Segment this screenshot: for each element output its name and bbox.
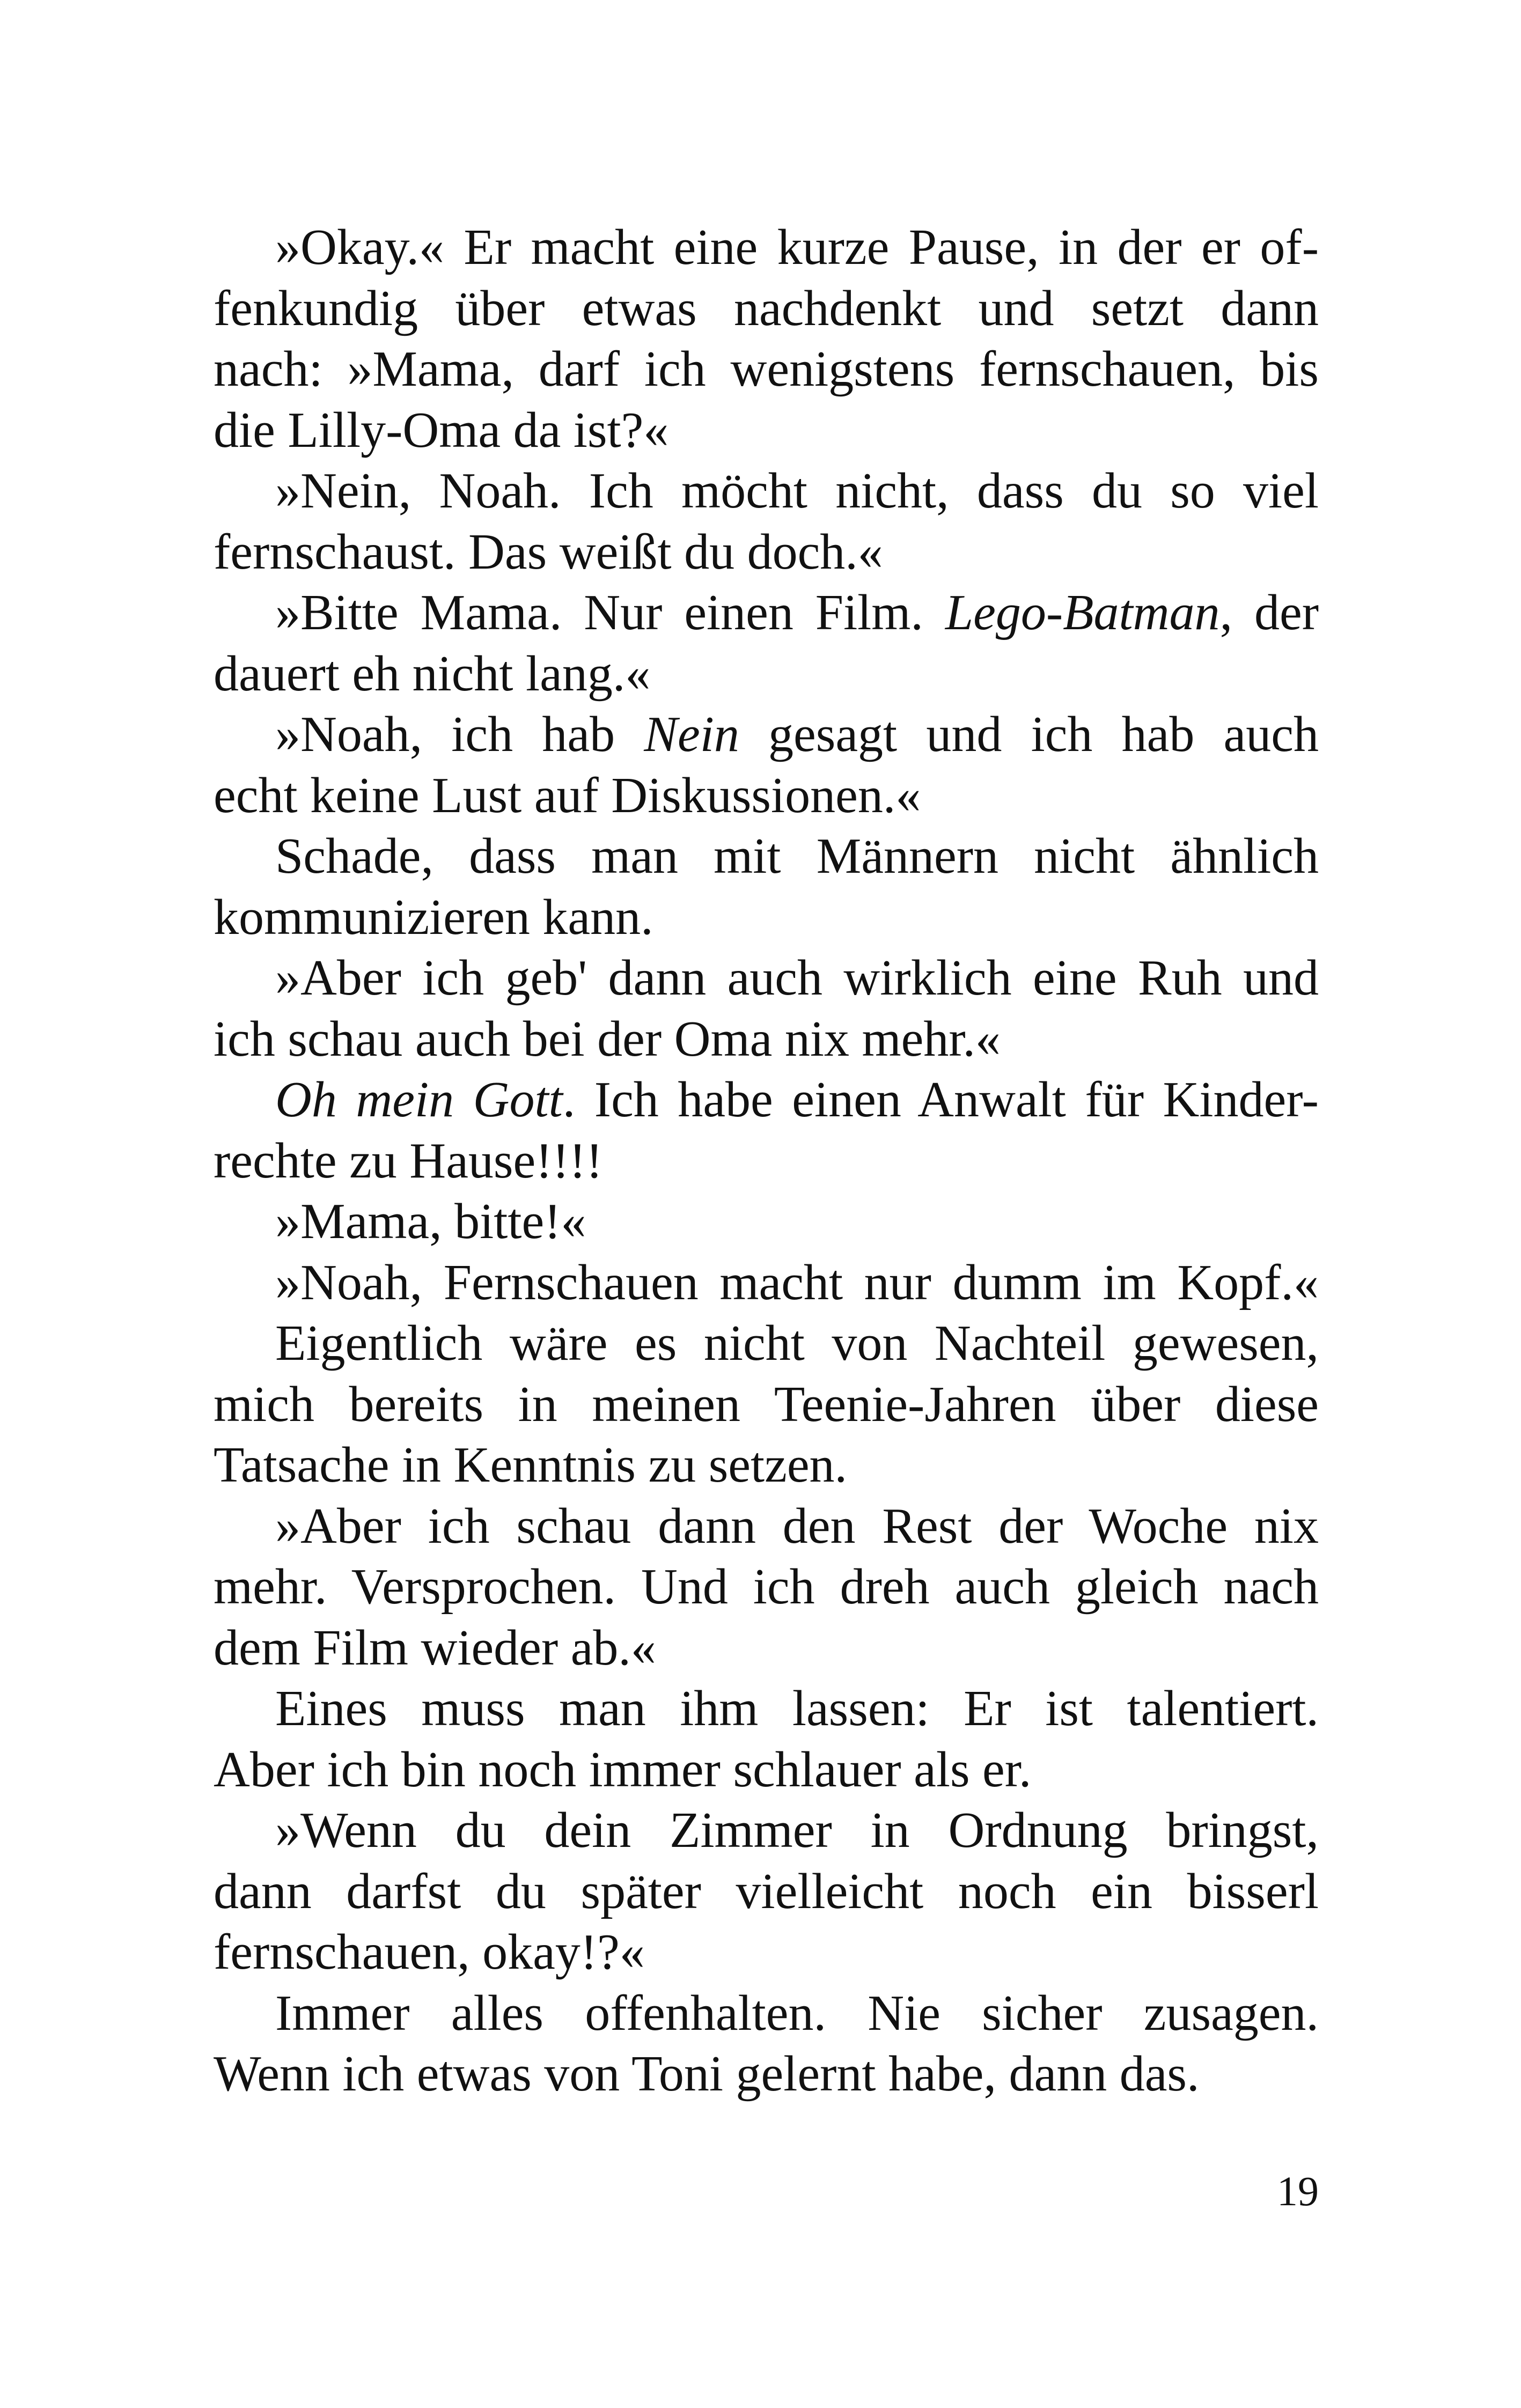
text-line [214,278,1319,340]
text-segment: dauert eh nicht lang.« [214,645,651,702]
text-line [214,1435,1319,1496]
text-line [214,1313,1319,1374]
text-segment: »Aber ich geb' dann auch wirklich eine Ruh und [275,950,1319,1006]
text-segment: die Lilly-Oma da ist?« [214,402,669,458]
text-segment: Aber ich bin noch immer schlauer als er. [214,1741,1032,1798]
text-line [214,704,1319,765]
text-line [214,1374,1319,1435]
text-line [214,887,1319,948]
text-line [214,765,1319,827]
text-segment: echt keine Lust auf Diskussionen.« [214,767,921,823]
text-segment: nach: »Mama, darf ich wenigstens fernschauen, bis [214,341,1319,397]
text-line [214,1131,1319,1192]
text-segment: rechte zu Hause!!!! [214,1132,603,1189]
text-segment: »Noah, Fernschauen macht nur dumm im Kopf.« [275,1254,1319,1310]
text-line [214,217,1319,278]
text-line [214,1253,1319,1314]
text-segment: »Okay.« Er macht eine kurze Pause, in der er of- [275,219,1319,275]
text-segment: , der [1219,585,1319,640]
text-line [214,1496,1319,1557]
text-line [214,400,1319,461]
text-segment: fenkundig über etwas nachdenkt und setzt dann [214,280,1319,336]
text-segment: »Mama, bitte!« [275,1194,586,1249]
text-line [214,1009,1319,1070]
text-line [214,1740,1319,1801]
text-segment: »Wenn du dein Zimmer in Ordnung bringst, [275,1802,1319,1858]
text-line [214,826,1319,887]
text-line [214,644,1319,705]
text-segment: »Nein, Noah. Ich möcht nicht, dass du so viel [275,463,1319,519]
text-segment: Eigentlich wäre es nicht von Nachteil gewesen, [275,1315,1319,1371]
text-line [214,339,1319,400]
text-line [214,1922,1319,1983]
text-line [214,461,1319,522]
text-line [214,522,1319,583]
text-line [214,1557,1319,1618]
text-segment: Wenn ich etwas von Toni gelernt habe, dann das. [214,2046,1200,2102]
text-line [214,948,1319,1009]
text-line [214,1861,1319,1923]
text-segment: ich schau auch bei der Oma nix mehr.« [214,1011,1001,1067]
text-line [214,2044,1319,2105]
text-segment: mehr. Versprochen. Und ich dreh auch gleich nach [214,1559,1319,1615]
text-segment: dann darfst du später vielleicht noch ein bisserl [214,1863,1319,1919]
text-segment: mich bereits in meinen Teenie-Jahren über diese [214,1376,1319,1432]
italic-text-segment: Oh mein Gott [275,1072,563,1128]
text-line [214,1800,1319,1861]
text-segment: dem Film wieder ab.« [214,1619,656,1676]
text-segment: gesagt und ich hab auch [739,706,1319,762]
text-segment: . Ich habe einen Anwalt für Kinder- [562,1072,1319,1128]
page-number: 19 [1277,2168,1319,2214]
text-line [214,1678,1319,1740]
book-page-body [214,217,1319,2105]
italic-text-segment: Nein [644,706,739,762]
text-segment: fernschaust. Das weißt du doch.« [214,524,883,580]
text-line [214,1070,1319,1131]
text-line [214,1618,1319,1679]
text-line [214,1191,1319,1253]
italic-text-segment: Lego-Batman [945,585,1220,640]
text-segment: »Noah, ich hab [275,706,644,762]
text-line [214,1983,1319,2044]
text-segment: »Aber ich schau dann den Rest der Woche nix [275,1498,1319,1554]
text-segment: Tatsache in Kenntnis zu setzen. [214,1437,848,1493]
text-segment: »Bitte Mama. Nur einen Film. [275,585,945,640]
text-segment: Schade, dass man mit Männern nicht ähnlich [275,828,1319,884]
text-segment: kommunizieren kann. [214,889,653,945]
text-segment: fernschauen, okay!?« [214,1924,645,1980]
text-segment: Immer alles offenhalten. Nie sicher zusagen. [275,1985,1319,2041]
text-segment: Eines muss man ihm lassen: Er ist talentiert. [275,1681,1319,1736]
text-line [214,583,1319,644]
